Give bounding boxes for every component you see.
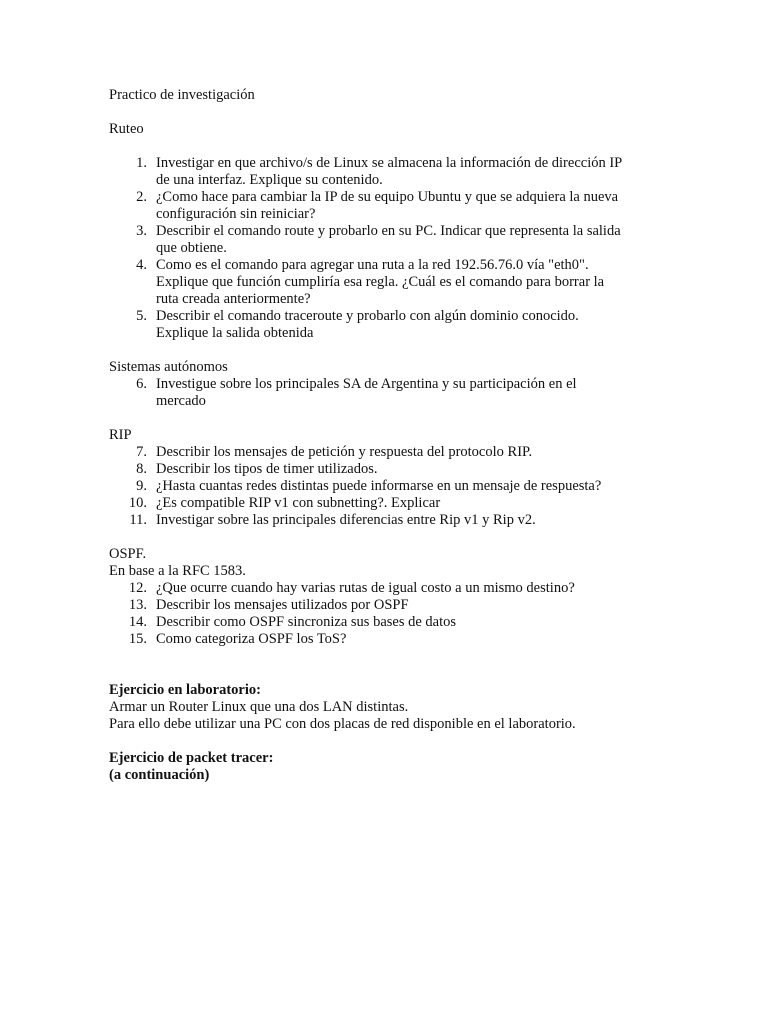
list-item-text [156, 376, 669, 410]
list-item-line: ¿Que ocurre cuando hay varias rutas de igual costo a un mismo destino? [156, 580, 575, 596]
list-item [109, 614, 669, 631]
list-item-line: Investigar sobre las principales diferencias entre Rip v1 y Rip v2. [156, 512, 536, 528]
list-item-text [156, 580, 669, 597]
list-item-line: Como categoriza OSPF los ToS? [156, 631, 347, 647]
list-ospf [109, 580, 669, 648]
list-item [109, 512, 669, 529]
list-item-text [156, 461, 669, 478]
list-item-line: Investigue sobre los principales SA de Argentina y su participación en el [156, 376, 577, 392]
packet-tracer-heading: Ejercicio de packet tracer: [109, 750, 274, 766]
section-heading-ospf: OSPF. [109, 546, 147, 562]
list-item-number: 10. [128, 495, 147, 511]
list-item-line: Describir los tipos de timer utilizados. [156, 461, 378, 477]
list-item [109, 155, 669, 189]
list-item-text [156, 614, 669, 631]
list-item-line: de una interfaz. Explique su contenido. [156, 172, 383, 188]
list-item-number: 4. [136, 257, 147, 273]
packet-tracer-subheading: (a continuación) [109, 767, 210, 783]
list-item-text [156, 308, 669, 342]
list-item-number: 2. [136, 189, 147, 205]
list-item-line: mercado [156, 393, 206, 409]
list-item-text [156, 257, 669, 308]
section-heading-ruteo: Ruteo [109, 121, 144, 137]
list-item-text [156, 189, 669, 223]
list-sistemas-autonomos [109, 376, 669, 410]
lab-line-2: Para ello debe utilizar una PC con dos placas de red disponible en el laboratorio. [109, 716, 576, 732]
list-item [109, 189, 669, 223]
list-item [109, 223, 669, 257]
list-item-text [156, 495, 669, 512]
list-item-number: 8. [136, 461, 147, 477]
list-item-number: 12. [128, 580, 147, 596]
lab-heading: Ejercicio en laboratorio: [109, 682, 261, 698]
list-item-number: 1. [136, 155, 147, 171]
list-item-text [156, 478, 669, 495]
list-item-text [156, 512, 669, 529]
list-item-line: Explique que función cumpliría esa regla. ¿Cuál es el comando para borrar la [156, 274, 605, 290]
list-item-number: 7. [136, 444, 147, 460]
list-item-line: Describir como OSPF sincroniza sus bases de datos [156, 614, 457, 630]
list-item [109, 495, 669, 512]
list-item-line: ¿Como hace para cambiar la IP de su equipo Ubuntu y que se adquiera la nueva [156, 189, 619, 205]
list-item-text [156, 631, 669, 648]
list-item-line: ruta creada anteriormente? [156, 291, 311, 307]
list-item-line: Investigar en que archivo/s de Linux se almacena la información de dirección IP [156, 155, 623, 171]
document-body [109, 87, 669, 784]
section-subheading-ospf: En base a la RFC 1583. [109, 563, 246, 579]
list-item [109, 376, 669, 410]
list-item-line: configuración sin reiniciar? [156, 206, 316, 222]
list-rip [109, 444, 669, 529]
list-item-number: 6. [136, 376, 147, 392]
list-item-line: Explique la salida obtenida [156, 325, 314, 341]
list-item-number: 14. [128, 614, 147, 630]
list-ruteo [109, 155, 669, 342]
list-item-number: 9. [136, 478, 147, 494]
list-item-text [156, 155, 669, 189]
list-item [109, 597, 669, 614]
list-item [109, 461, 669, 478]
list-item-text [156, 223, 669, 257]
list-item [109, 631, 669, 648]
list-item-line: ¿Es compatible RIP v1 con subnetting?. Explicar [156, 495, 441, 511]
list-item-number: 15. [128, 631, 147, 647]
list-item-line: Describir el comando route y probarlo en su PC. Indicar que representa la salida [156, 223, 621, 239]
list-item-line: Describir los mensajes de petición y respuesta del protocolo RIP. [156, 444, 533, 460]
list-item-line: Describir los mensajes utilizados por OSPF [156, 597, 409, 613]
list-item [109, 478, 669, 495]
list-item-number: 5. [136, 308, 147, 324]
list-item-line: ¿Hasta cuantas redes distintas puede informarse en un mensaje de respuesta? [156, 478, 602, 494]
list-item-number: 3. [136, 223, 147, 239]
section-heading-rip: RIP [109, 427, 132, 443]
list-item [109, 444, 669, 461]
list-item [109, 580, 669, 597]
list-item [109, 257, 669, 308]
list-item [109, 308, 669, 342]
list-item-line: que obtiene. [156, 240, 227, 256]
document-title: Practico de investigación [109, 87, 255, 103]
list-item-number: 11. [129, 512, 147, 528]
list-item-line: Describir el comando traceroute y probarlo con algún dominio conocido. [156, 308, 579, 324]
section-heading-sistemas-autonomos: Sistemas autónomos [109, 359, 228, 375]
list-item-text [156, 444, 669, 461]
lab-line-1: Armar un Router Linux que una dos LAN distintas. [109, 699, 409, 715]
list-item-text [156, 597, 669, 614]
list-item-number: 13. [128, 597, 147, 613]
list-item-line: Como es el comando para agregar una ruta a la red 192.56.76.0 vía "eth0". [156, 257, 589, 273]
